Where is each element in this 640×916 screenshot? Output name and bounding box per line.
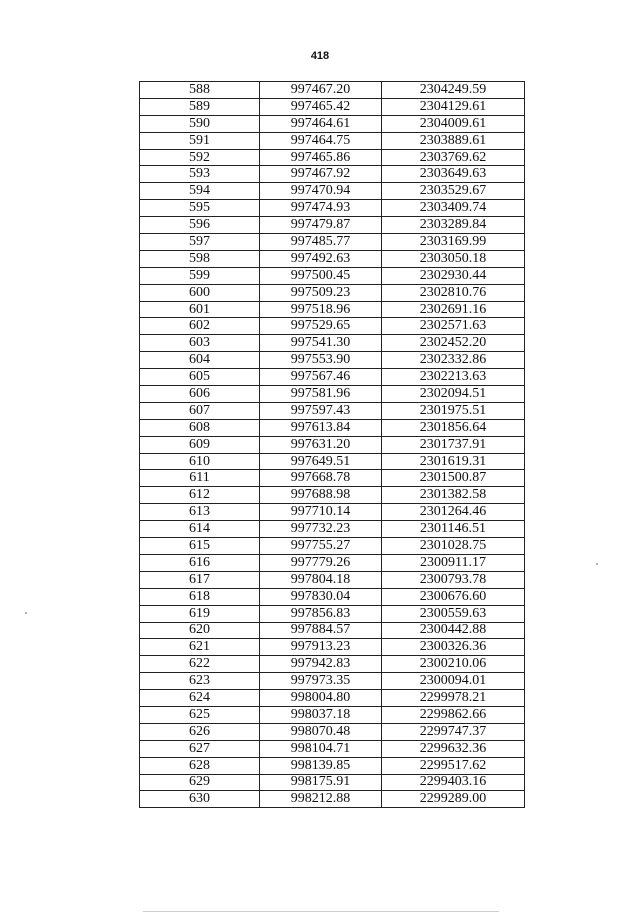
easting-cell: 997631.20 bbox=[260, 436, 382, 453]
point-number-cell: 603 bbox=[140, 335, 260, 352]
northing-cell: 2301619.31 bbox=[382, 453, 525, 470]
point-number-cell: 609 bbox=[140, 436, 260, 453]
table-row bbox=[140, 436, 525, 453]
easting-cell: 997465.86 bbox=[260, 149, 382, 166]
table-row bbox=[140, 706, 525, 723]
scan-speck bbox=[25, 612, 27, 614]
northing-cell: 2302691.16 bbox=[382, 301, 525, 318]
northing-cell: 2300094.01 bbox=[382, 673, 525, 690]
northing-cell: 2299747.37 bbox=[382, 723, 525, 740]
northing-cell: 2303889.61 bbox=[382, 132, 525, 149]
point-number-cell: 599 bbox=[140, 267, 260, 284]
table-row bbox=[140, 250, 525, 267]
easting-cell: 997973.35 bbox=[260, 673, 382, 690]
northing-cell: 2301264.46 bbox=[382, 504, 525, 521]
easting-cell: 997485.77 bbox=[260, 234, 382, 251]
northing-cell: 2303409.74 bbox=[382, 200, 525, 217]
page-number: 418 bbox=[310, 50, 330, 62]
table-row bbox=[140, 757, 525, 774]
easting-cell: 998139.85 bbox=[260, 757, 382, 774]
easting-cell: 997529.65 bbox=[260, 318, 382, 335]
coordinates-table bbox=[139, 81, 525, 808]
point-number-cell: 628 bbox=[140, 757, 260, 774]
point-number-cell: 616 bbox=[140, 554, 260, 571]
point-number-cell: 630 bbox=[140, 791, 260, 808]
point-number-cell: 625 bbox=[140, 706, 260, 723]
northing-cell: 2304009.61 bbox=[382, 115, 525, 132]
easting-cell: 997710.14 bbox=[260, 504, 382, 521]
northing-cell: 2303529.67 bbox=[382, 183, 525, 200]
easting-cell: 997732.23 bbox=[260, 521, 382, 538]
easting-cell: 997553.90 bbox=[260, 352, 382, 369]
table-row bbox=[140, 487, 525, 504]
easting-cell: 997613.84 bbox=[260, 419, 382, 436]
point-number-cell: 601 bbox=[140, 301, 260, 318]
point-number-cell: 606 bbox=[140, 386, 260, 403]
northing-cell: 2302332.86 bbox=[382, 352, 525, 369]
point-number-cell: 623 bbox=[140, 673, 260, 690]
point-number-cell: 597 bbox=[140, 234, 260, 251]
easting-cell: 997467.92 bbox=[260, 166, 382, 183]
northing-cell: 2299517.62 bbox=[382, 757, 525, 774]
easting-cell: 997913.23 bbox=[260, 639, 382, 656]
table-row bbox=[140, 318, 525, 335]
easting-cell: 997465.42 bbox=[260, 98, 382, 115]
table-row bbox=[140, 166, 525, 183]
point-number-cell: 590 bbox=[140, 115, 260, 132]
table-row bbox=[140, 504, 525, 521]
table-row bbox=[140, 402, 525, 419]
point-number-cell: 619 bbox=[140, 605, 260, 622]
point-number-cell: 598 bbox=[140, 250, 260, 267]
point-number-cell: 614 bbox=[140, 521, 260, 538]
northing-cell: 2301028.75 bbox=[382, 538, 525, 555]
table-row bbox=[140, 470, 525, 487]
point-number-cell: 602 bbox=[140, 318, 260, 335]
point-number-cell: 611 bbox=[140, 470, 260, 487]
easting-cell: 997500.45 bbox=[260, 267, 382, 284]
table-row bbox=[140, 267, 525, 284]
northing-cell: 2300793.78 bbox=[382, 571, 525, 588]
point-number-cell: 594 bbox=[140, 183, 260, 200]
northing-cell: 2301975.51 bbox=[382, 402, 525, 419]
point-number-cell: 592 bbox=[140, 149, 260, 166]
point-number-cell: 629 bbox=[140, 774, 260, 791]
table-row bbox=[140, 622, 525, 639]
point-number-cell: 615 bbox=[140, 538, 260, 555]
point-number-cell: 612 bbox=[140, 487, 260, 504]
table-row bbox=[140, 538, 525, 555]
northing-cell: 2302094.51 bbox=[382, 386, 525, 403]
point-number-cell: 595 bbox=[140, 200, 260, 217]
easting-cell: 998175.91 bbox=[260, 774, 382, 791]
northing-cell: 2301500.87 bbox=[382, 470, 525, 487]
easting-cell: 997479.87 bbox=[260, 217, 382, 234]
scan-edge-line bbox=[143, 911, 499, 912]
northing-cell: 2300559.63 bbox=[382, 605, 525, 622]
northing-cell: 2299978.21 bbox=[382, 690, 525, 707]
point-number-cell: 593 bbox=[140, 166, 260, 183]
northing-cell: 2300442.88 bbox=[382, 622, 525, 639]
table-row bbox=[140, 217, 525, 234]
point-number-cell: 589 bbox=[140, 98, 260, 115]
table-row bbox=[140, 183, 525, 200]
northing-cell: 2303649.63 bbox=[382, 166, 525, 183]
northing-cell: 2303769.62 bbox=[382, 149, 525, 166]
northing-cell: 2300911.17 bbox=[382, 554, 525, 571]
northing-cell: 2303169.99 bbox=[382, 234, 525, 251]
point-number-cell: 617 bbox=[140, 571, 260, 588]
easting-cell: 997688.98 bbox=[260, 487, 382, 504]
northing-cell: 2301146.51 bbox=[382, 521, 525, 538]
table-row bbox=[140, 554, 525, 571]
easting-cell: 998004.80 bbox=[260, 690, 382, 707]
northing-cell: 2301382.58 bbox=[382, 487, 525, 504]
point-number-cell: 610 bbox=[140, 453, 260, 470]
point-number-cell: 608 bbox=[140, 419, 260, 436]
northing-cell: 2300326.36 bbox=[382, 639, 525, 656]
table-row bbox=[140, 690, 525, 707]
point-number-cell: 621 bbox=[140, 639, 260, 656]
easting-cell: 997581.96 bbox=[260, 386, 382, 403]
northing-cell: 2303050.18 bbox=[382, 250, 525, 267]
table-row bbox=[140, 115, 525, 132]
easting-cell: 997492.63 bbox=[260, 250, 382, 267]
point-number-cell: 605 bbox=[140, 369, 260, 386]
easting-cell: 997467.20 bbox=[260, 82, 382, 99]
easting-cell: 997755.27 bbox=[260, 538, 382, 555]
table-row bbox=[140, 149, 525, 166]
table-row bbox=[140, 352, 525, 369]
easting-cell: 997884.57 bbox=[260, 622, 382, 639]
easting-cell: 997518.96 bbox=[260, 301, 382, 318]
table-row bbox=[140, 521, 525, 538]
point-number-cell: 596 bbox=[140, 217, 260, 234]
table-row bbox=[140, 453, 525, 470]
table-row bbox=[140, 740, 525, 757]
easting-cell: 997830.04 bbox=[260, 588, 382, 605]
point-number-cell: 622 bbox=[140, 656, 260, 673]
northing-cell: 2304249.59 bbox=[382, 82, 525, 99]
table-row bbox=[140, 673, 525, 690]
point-number-cell: 607 bbox=[140, 402, 260, 419]
easting-cell: 998070.48 bbox=[260, 723, 382, 740]
point-number-cell: 604 bbox=[140, 352, 260, 369]
northing-cell: 2300210.06 bbox=[382, 656, 525, 673]
table-row bbox=[140, 284, 525, 301]
easting-cell: 997779.26 bbox=[260, 554, 382, 571]
point-number-cell: 613 bbox=[140, 504, 260, 521]
easting-cell: 997804.18 bbox=[260, 571, 382, 588]
northing-cell: 2301737.91 bbox=[382, 436, 525, 453]
table-row bbox=[140, 234, 525, 251]
table-row bbox=[140, 132, 525, 149]
table-row bbox=[140, 82, 525, 99]
table-row bbox=[140, 723, 525, 740]
easting-cell: 997470.94 bbox=[260, 183, 382, 200]
easting-cell: 997541.30 bbox=[260, 335, 382, 352]
easting-cell: 998104.71 bbox=[260, 740, 382, 757]
table-row bbox=[140, 571, 525, 588]
point-number-cell: 626 bbox=[140, 723, 260, 740]
table-row bbox=[140, 200, 525, 217]
table-row bbox=[140, 791, 525, 808]
northing-cell: 2302810.76 bbox=[382, 284, 525, 301]
northing-cell: 2302930.44 bbox=[382, 267, 525, 284]
easting-cell: 997597.43 bbox=[260, 402, 382, 419]
northing-cell: 2299403.16 bbox=[382, 774, 525, 791]
easting-cell: 997509.23 bbox=[260, 284, 382, 301]
easting-cell: 997649.51 bbox=[260, 453, 382, 470]
table-row bbox=[140, 639, 525, 656]
point-number-cell: 618 bbox=[140, 588, 260, 605]
easting-cell: 998037.18 bbox=[260, 706, 382, 723]
table-row bbox=[140, 588, 525, 605]
easting-cell: 997942.83 bbox=[260, 656, 382, 673]
easting-cell: 997464.61 bbox=[260, 115, 382, 132]
table-row bbox=[140, 774, 525, 791]
table-row bbox=[140, 369, 525, 386]
table-row bbox=[140, 605, 525, 622]
table-body bbox=[140, 82, 525, 808]
easting-cell: 998212.88 bbox=[260, 791, 382, 808]
table-row bbox=[140, 386, 525, 403]
northing-cell: 2299289.00 bbox=[382, 791, 525, 808]
easting-cell: 997464.75 bbox=[260, 132, 382, 149]
easting-cell: 997668.78 bbox=[260, 470, 382, 487]
table-row bbox=[140, 301, 525, 318]
point-number-cell: 600 bbox=[140, 284, 260, 301]
easting-cell: 997856.83 bbox=[260, 605, 382, 622]
point-number-cell: 624 bbox=[140, 690, 260, 707]
table-row bbox=[140, 98, 525, 115]
northing-cell: 2300676.60 bbox=[382, 588, 525, 605]
table-row bbox=[140, 335, 525, 352]
point-number-cell: 591 bbox=[140, 132, 260, 149]
northing-cell: 2302571.63 bbox=[382, 318, 525, 335]
point-number-cell: 627 bbox=[140, 740, 260, 757]
scan-speck bbox=[596, 563, 598, 565]
northing-cell: 2303289.84 bbox=[382, 217, 525, 234]
northing-cell: 2304129.61 bbox=[382, 98, 525, 115]
table-row bbox=[140, 419, 525, 436]
easting-cell: 997567.46 bbox=[260, 369, 382, 386]
northing-cell: 2299632.36 bbox=[382, 740, 525, 757]
easting-cell: 997474.93 bbox=[260, 200, 382, 217]
northing-cell: 2302213.63 bbox=[382, 369, 525, 386]
northing-cell: 2299862.66 bbox=[382, 706, 525, 723]
northing-cell: 2302452.20 bbox=[382, 335, 525, 352]
table-row bbox=[140, 656, 525, 673]
point-number-cell: 588 bbox=[140, 82, 260, 99]
point-number-cell: 620 bbox=[140, 622, 260, 639]
northing-cell: 2301856.64 bbox=[382, 419, 525, 436]
